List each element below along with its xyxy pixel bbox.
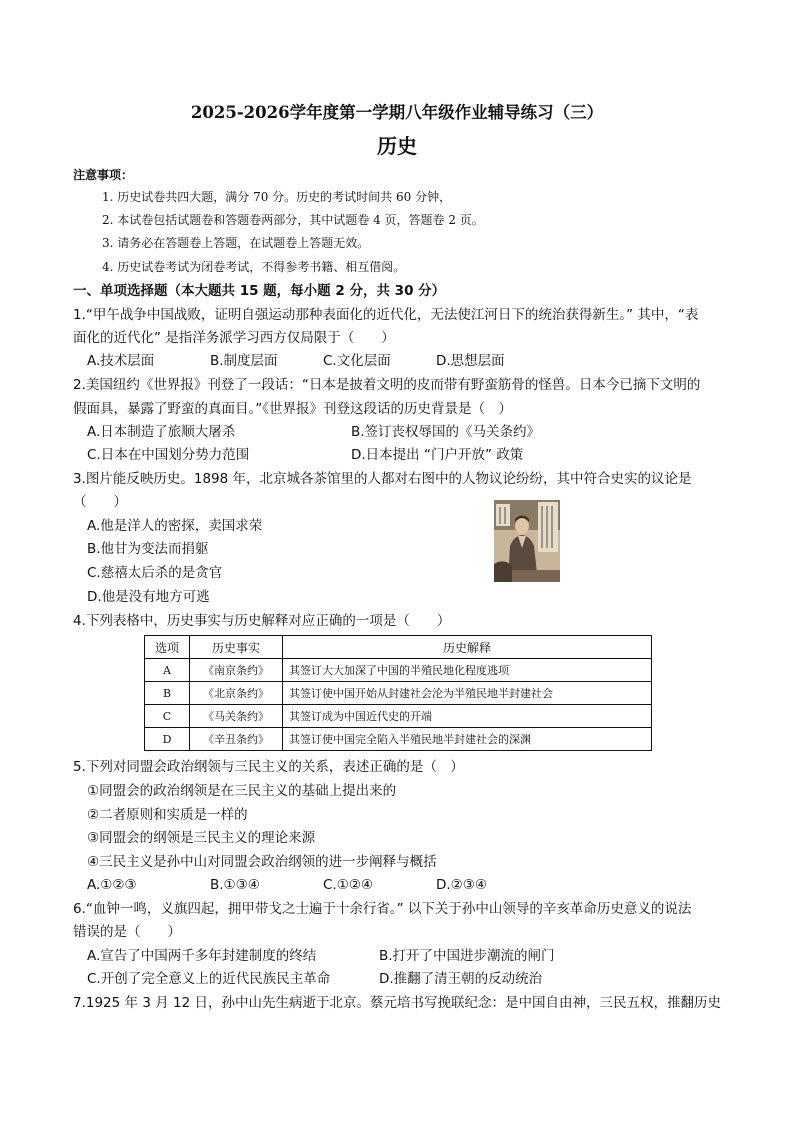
table-row xyxy=(145,728,652,751)
q3-option-d: D.他是没有地方可逃 xyxy=(87,589,210,605)
q2-option-a: A.日本制造了旅顺大屠杀 xyxy=(87,424,236,440)
q3-option-b: B.他甘为变法而捐躯 xyxy=(87,541,209,557)
q5-statement-3: ③同盟会的纲领是三民主义的理论来源 xyxy=(87,830,316,846)
question-1-stem-cont: 面化的近代化” 是指洋务派学习西方仅局限于（ ） xyxy=(73,330,395,346)
question-2-stem-cont: 假面具，暴露了野蛮的真面目。”《世界报》刊登这段话的历史背景是（ ） xyxy=(73,401,512,417)
question-3-stem-cont: （ ） xyxy=(73,494,127,510)
q6-option-b: B.打开了中国进步潮流的闸门 xyxy=(379,948,555,964)
cell-fact: 《南京条约》 xyxy=(190,659,283,682)
q3-option-a: A.他是洋人的密探，卖国求荣 xyxy=(87,518,263,534)
question-1-stem: 1.“甲午战争中国战败，证明自强运动那种表面化的近代化，无法使江河日下的统治获得新生。” 其中，“表 xyxy=(73,307,699,323)
note-item: 4. 历史试卷考试为闭卷考试，不得参考书籍、相互借阅。 xyxy=(102,260,406,274)
notes-heading: 注意事项： xyxy=(73,168,134,182)
subject-title: 历史 xyxy=(377,134,417,158)
q1-option-a: A.技术层面 xyxy=(87,353,155,369)
q2-option-d: D.日本提出 “门户开放” 政策 xyxy=(351,447,524,463)
question-7-stem: 7.1925 年 3 月 12 日，孙中山先生病逝于北京。蔡元培书写挽联纪念：是中国自由神，三民五权，推翻历史 xyxy=(73,995,721,1011)
q1-option-b: B.制度层面 xyxy=(210,353,278,369)
cell-fact: 《辛丑条约》 xyxy=(190,728,283,751)
cell-option: B xyxy=(145,682,190,705)
question-6-stem: 6.“血钟一鸣，义旗四起，拥甲带戈之士遍于十余行省。” 以下关于孙中山领导的辛亥革命历史意义的说法 xyxy=(73,901,692,917)
q1-option-c: C.文化层面 xyxy=(323,353,391,369)
note-item: 1. 历史试卷共四大题，满分 70 分。历史的考试时间共 60 分钟， xyxy=(102,190,452,204)
cell-option: D xyxy=(145,728,190,751)
cell-fact: 《北京条约》 xyxy=(190,682,283,705)
q6-option-a: A.宣告了中国两千多年封建制度的终结 xyxy=(87,948,317,964)
q6-option-c: C.开创了完全意义上的近代民族民主革命 xyxy=(87,971,331,987)
cell-option: C xyxy=(145,705,190,728)
q5-statement-4: ④三民主义是孙中山对同盟会政治纲领的进一步阐释与概括 xyxy=(87,854,437,870)
table-row xyxy=(145,682,652,705)
q5-option-a: A.①②③ xyxy=(87,877,137,893)
note-item: 2. 本试卷包括试题卷和答题卷两部分，其中试题卷 4 页，答题卷 2 页。 xyxy=(102,213,484,227)
q6-option-d: D.推翻了清王朝的反动统治 xyxy=(379,971,543,987)
col-header-option: 选项 xyxy=(145,636,190,659)
history-table xyxy=(144,635,652,751)
note-item: 3. 请务必在答题卷上答题，在试题卷上答题无效。 xyxy=(102,236,370,250)
q3-option-c: C.慈禧太后杀的是贪官 xyxy=(87,565,223,581)
col-header-explanation: 历史解释 xyxy=(283,636,652,659)
q2-option-b: B.签订丧权辱国的《马关条约》 xyxy=(351,424,541,440)
q5-option-d: D.②③④ xyxy=(436,877,487,893)
q5-option-c: C.①②④ xyxy=(323,877,374,893)
table-header-row xyxy=(145,636,652,659)
question-2-stem: 2.美国纽约《世界报》刊登了一段话：“日本是披着文明的皮而带有野蛮筋骨的怪兽。日本今已摘下文明的 xyxy=(73,377,701,393)
question-4-stem: 4.下列表格中，历史事实与历史解释对应正确的一项是（ ） xyxy=(73,613,451,629)
cell-explanation: 其签订成为中国近代史的开端 xyxy=(283,705,652,728)
cell-explanation: 其签订大大加深了中国的半殖民地化程度逃项 xyxy=(283,659,652,682)
question-6-stem-cont: 错误的是（ ） xyxy=(73,924,181,940)
question-3-stem: 3.图片能反映历史。1898 年，北京城各茶馆里的人都对右图中的人物议论纷纷，其中符合史实的议论是 xyxy=(73,471,692,487)
q1-option-d: D.思想层面 xyxy=(436,353,505,369)
q5-statement-1: ①同盟会的政治纲领是在三民主义的基础上提出来的 xyxy=(87,783,397,799)
question-5-stem: 5.下列对同盟会政治纲领与三民主义的关系，表述正确的是（ ） xyxy=(73,759,464,775)
section-heading: 一、单项选择题（本大题共 15 题，每小题 2 分，共 30 分） xyxy=(73,283,446,299)
exam-title: 2025-2026学年度第一学期八年级作业辅导练习（三） xyxy=(190,103,604,122)
cell-explanation: 其签订使中国完全陷入半殖民地半封建社会的深渊 xyxy=(283,728,652,751)
cell-option: A xyxy=(145,659,190,682)
table-row xyxy=(145,659,652,682)
col-header-fact: 历史事实 xyxy=(190,636,283,659)
cell-explanation: 其签订使中国开始从封建社会沦为半殖民地半封建社会 xyxy=(283,682,652,705)
historical-portrait-image xyxy=(494,500,560,582)
table-row xyxy=(145,705,652,728)
q5-option-b: B.①③④ xyxy=(210,877,260,893)
q2-option-c: C.日本在中国划分势力范围 xyxy=(87,447,250,463)
q5-statement-2: ②二者原则和实质是一样的 xyxy=(87,807,248,823)
cell-fact: 《马关条约》 xyxy=(190,705,283,728)
